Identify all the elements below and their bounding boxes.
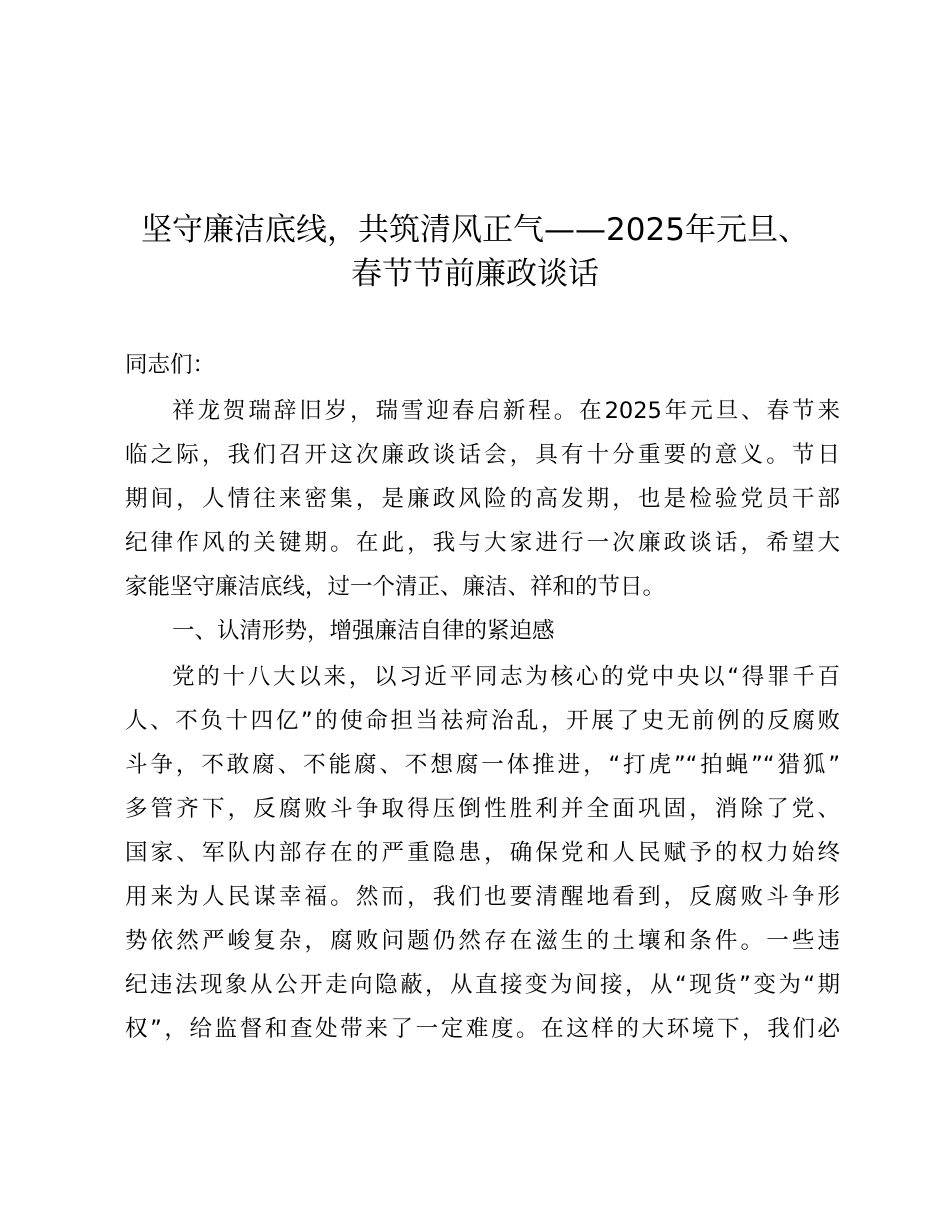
document-title-line-2: 春节节前廉政谈话: [351, 256, 599, 292]
paragraph-line: 多管齐下，反腐败斗争取得压倒性胜利并全面巩固，消除了党、: [125, 796, 840, 822]
paragraph-line: 权”，给监督和查处带来了一定难度。在这样的大环境下，我们必: [125, 1016, 840, 1042]
paragraph-line: 斗争，不敢腐、不能腐、不想腐一体推进，“打虎”“拍蝇”“猎狐”: [125, 752, 840, 778]
paragraph-line: 家能坚守廉洁底线，过一个清正、廉洁、祥和的节日。: [125, 574, 666, 600]
paragraph-line: 纪律作风的关键期。在此，我与大家进行一次廉政谈话，希望大: [125, 530, 840, 556]
paragraph-line: 临之际，我们召开这次廉政谈话会，具有十分重要的意义。节日: [125, 442, 840, 468]
paragraph-line: 祥龙贺瑞辞旧岁，瑞雪迎春启新程。在2025年元旦、春节来: [172, 398, 840, 424]
paragraph-line: 用来为人民谋幸福。然而，我们也要清醒地看到，反腐败斗争形: [125, 884, 840, 910]
document-title-line-1: 坚守廉洁底线，共筑清风正气——2025年元旦、: [141, 212, 809, 248]
paragraph-line: 人、不负十四亿”的使命担当祛疴治乱，开展了史无前例的反腐败: [125, 708, 840, 734]
paragraph-line: 期间，人情往来密集，是廉政风险的高发期，也是检验党员干部: [125, 486, 840, 512]
paragraph-line: 势依然严峻复杂，腐败问题仍然存在滋生的土壤和条件。一些违: [125, 928, 840, 954]
paragraph-line: 党的十八大以来，以习近平同志为核心的党中央以“得罪千百: [172, 664, 840, 690]
paragraph-line: 国家、军队内部存在的严重隐患，确保党和人民赋予的权力始终: [125, 840, 840, 866]
paragraph-line: 纪违法现象从公开走向隐蔽，从直接变为间接，从“现货”变为“期: [125, 972, 840, 998]
section-heading: 一、认清形势，增强廉洁自律的紧迫感: [172, 618, 555, 644]
salutation: 同志们：: [125, 352, 216, 378]
